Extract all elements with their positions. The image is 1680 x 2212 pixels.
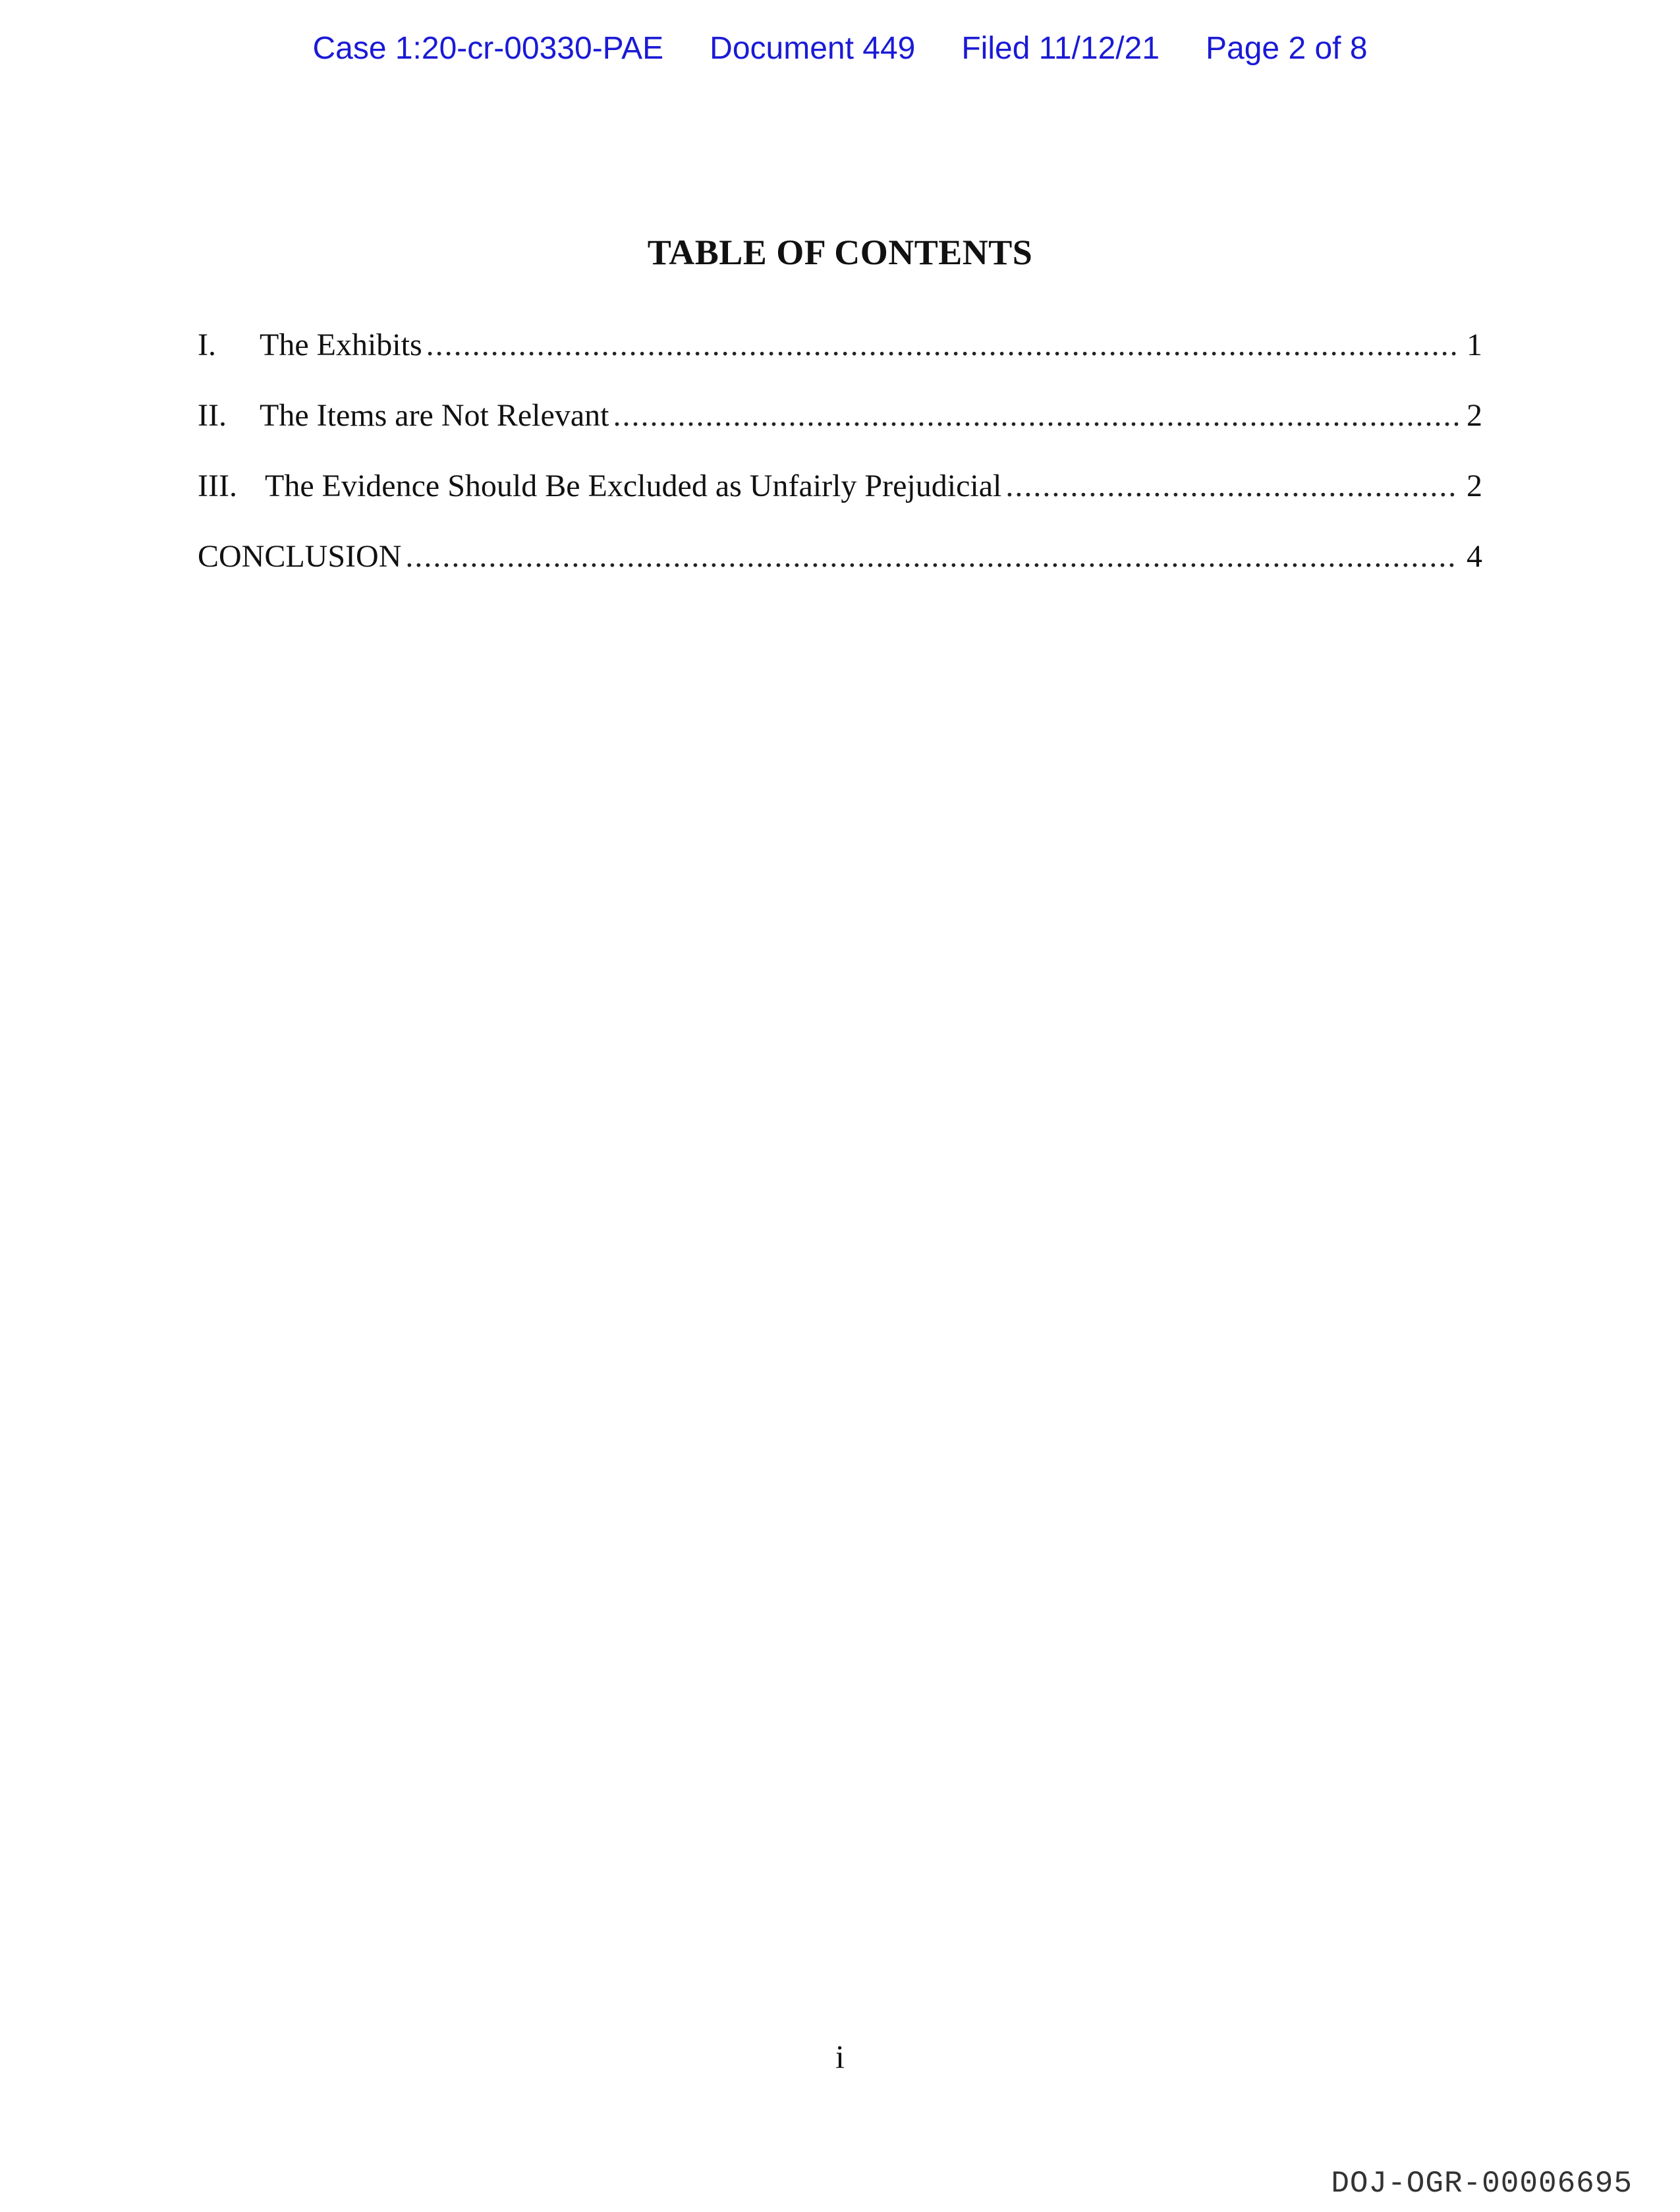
toc-entry	[198, 538, 1482, 609]
page-title: TABLE OF CONTENTS	[647, 233, 1033, 272]
toc-entry-label: The Items are Not Relevant	[260, 398, 609, 433]
page-count: Page 2 of 8	[1206, 31, 1368, 66]
dot-leader	[613, 397, 1459, 434]
toc-entry-page: 2	[1467, 398, 1482, 433]
toc-entry-number: III.	[198, 468, 237, 503]
toc-entry-page: 2	[1467, 468, 1482, 503]
dot-leader	[405, 538, 1459, 575]
dot-leader	[426, 327, 1459, 363]
toc-entry-label: The Exhibits	[260, 327, 422, 362]
toc-entry	[198, 327, 1482, 397]
page-number: i	[835, 2038, 845, 2075]
toc-entry-page: 4	[1467, 539, 1482, 574]
toc-entry-label: CONCLUSION	[198, 539, 402, 574]
toc-entry	[198, 468, 1482, 538]
bates-number: DOJ-OGR-00006695	[1331, 2167, 1633, 2201]
toc-entry-page: 1	[1467, 327, 1482, 362]
ecf-filing-header	[0, 30, 1680, 67]
toc-entry-label: The Evidence Should Be Excluded as Unfairly Prejudicial	[265, 468, 1002, 503]
case-number: Case 1:20-cr-00330-PAE	[312, 31, 664, 66]
document-number: Document 449	[710, 31, 916, 66]
filed-date: Filed 11/12/21	[961, 31, 1160, 66]
toc-entry-number: I.	[198, 327, 216, 362]
toc-entry	[198, 397, 1482, 468]
dot-leader	[1005, 468, 1459, 504]
toc-entry-number: II.	[198, 398, 227, 433]
table-of-contents	[198, 327, 1482, 609]
